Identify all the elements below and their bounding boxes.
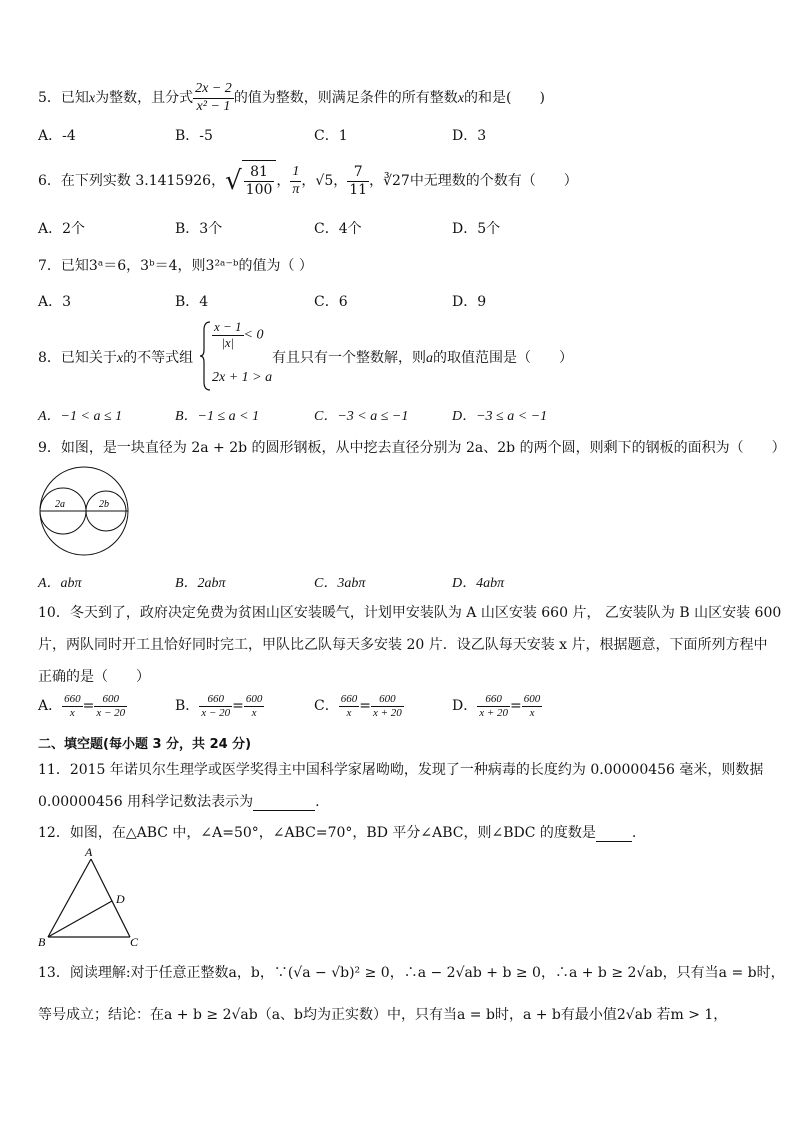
q9-option-d[interactable]: D．4abπ [452,576,505,591]
label-2a: 2a [55,499,65,510]
question-10-line-2: 片，两队同时开工且恰好同时完工，甲队比乙队每天多安装 20 片．设乙队每天安装 x 片，根据题意，下面所列方程中 [38,637,768,653]
q8-option-d[interactable]: D．−3 ≤ a < −1 [452,409,548,424]
q5-option-a[interactable]: A．-4 [38,128,76,144]
q7-option-d[interactable]: D．9 [452,294,487,310]
inequality-system: $\frac{x - 1}{|x|}$ < 0 2x + 1 > a [200,320,270,392]
question-11-line-2: 0.00000456 用科学记数法表示为 . [38,794,320,810]
question-10-line-3: 正确的是（ ） [38,669,150,685]
q5-option-c[interactable]: C．1 [314,128,348,144]
vertex-b-label: B [38,935,46,949]
question-13-line-1: 13．阅读理解:对于任意正整数a，b，∵(√a − √b)² ≥ 0，∴a − 2√ab + b ≥ 0，∴a + b ≥ 2√ab，只有当a = b时， [38,965,785,981]
q10-option-c[interactable]: C． $\frac{660}{x}$ = $\frac{600}{x + 20}$ [314,693,402,719]
brace-icon [200,320,212,392]
question-6: 6．在下列实数 3.1415926，√ $\frac{81}{100}$ ， $\frac{1}{\pi}$ ，√5， $\frac{7}{11}$ ，∛27中无理数的个数有（ ） [38,160,578,202]
vertex-a-label: A [85,845,93,859]
q7-option-c[interactable]: C．6 [314,294,348,310]
q8-option-a[interactable]: A．−1 < a ≤ 1 [38,409,123,424]
q5-option-d[interactable]: D．3 [452,128,487,144]
q7-option-b[interactable]: B．4 [175,294,209,310]
q8-option-b[interactable]: B．−1 ≤ a < 1 [175,409,260,424]
question-5: 5．已知x为整数，且分式 $\frac{2x - 2}{\text{x² − 1}}$ 的值为整数，则满足条件的所有整数x的和是( ) [38,81,545,114]
point-d-label: D [116,892,125,906]
question-7: 7．已知3ᵃ＝6，3ᵇ＝4，则3²ᵃ⁻ᵇ的值为（ ） [38,258,313,274]
triangle-figure [36,845,146,950]
label-2b: 2b [99,499,109,510]
q5-option-b[interactable]: B．-5 [175,128,213,144]
section-heading-fill-in: 二、填空题(每小题 3 分，共 24 分) [38,737,252,752]
answer-blank[interactable] [253,796,315,811]
q9-option-a[interactable]: A．abπ [38,576,82,591]
vertex-c-label: C [130,935,139,949]
question-9: 9．如图，是一块直径为 2a + 2b 的圆形钢板，从中挖去直径分别为 2a、2b 的两个圆，则剩下的钢板的面积为（ ） [38,440,786,456]
q6-option-b[interactable]: B．3个 [175,221,223,237]
q6-option-c[interactable]: C．4个 [314,221,362,237]
q6-option-d[interactable]: D．5个 [452,221,501,237]
question-12: 12．如图，在△ABC 中，∠A=50°，∠ABC=70°，BD 平分∠ABC，则∠BDC 的度数是 . [38,825,637,841]
q10-option-b[interactable]: B． $\frac{660}{x - 20}$ = $\frac{600}{x}$ [175,693,263,719]
q9-option-c[interactable]: C．3abπ [314,576,366,591]
question-8-prefix: 8．已知关于x的不等式组 [38,350,194,366]
circles-figure [38,465,130,557]
q10-option-a[interactable]: A． $\frac{660}{x}$ = $\frac{600}{x - 20}$ [38,693,126,719]
q8-option-c[interactable]: C．−3 < a ≤ −1 [314,409,409,424]
answer-blank[interactable] [596,827,632,842]
question-11-line-1: 11．2015 年诺贝尔生理学或医学奖得主中国科学家屠呦呦，发现了一种病毒的长度约为 0.00000456 毫米，则数据 [38,762,764,778]
question-8-suffix: 有且只有一个整数解，则a的取值范围是（ ） [272,350,573,366]
q5-fraction: $\frac{2x - 2}{\text{x² − 1}}$ [195,81,232,114]
q10-option-d[interactable]: D． $\frac{660}{x + 20}$ = $\frac{600}{x}$ [452,693,541,719]
sqrt-icon: √ [225,166,242,196]
question-13-line-2: 等号成立；结论：在a + b ≥ 2√ab（a、b均为正实数）中，只有当a = b时，a + b有最小值2√ab 若m > 1， [38,1007,728,1023]
question-10-line-1: 10．冬天到了，政府决定免费为贫困山区安装暖气，计划甲安装队为 A 山区安装 660 片， 乙安装队为 B 山区安装 600 [38,605,782,621]
q7-option-a[interactable]: A．3 [38,294,72,310]
q9-option-b[interactable]: B．2abπ [175,576,226,591]
q6-option-a[interactable]: A．2个 [38,221,86,237]
